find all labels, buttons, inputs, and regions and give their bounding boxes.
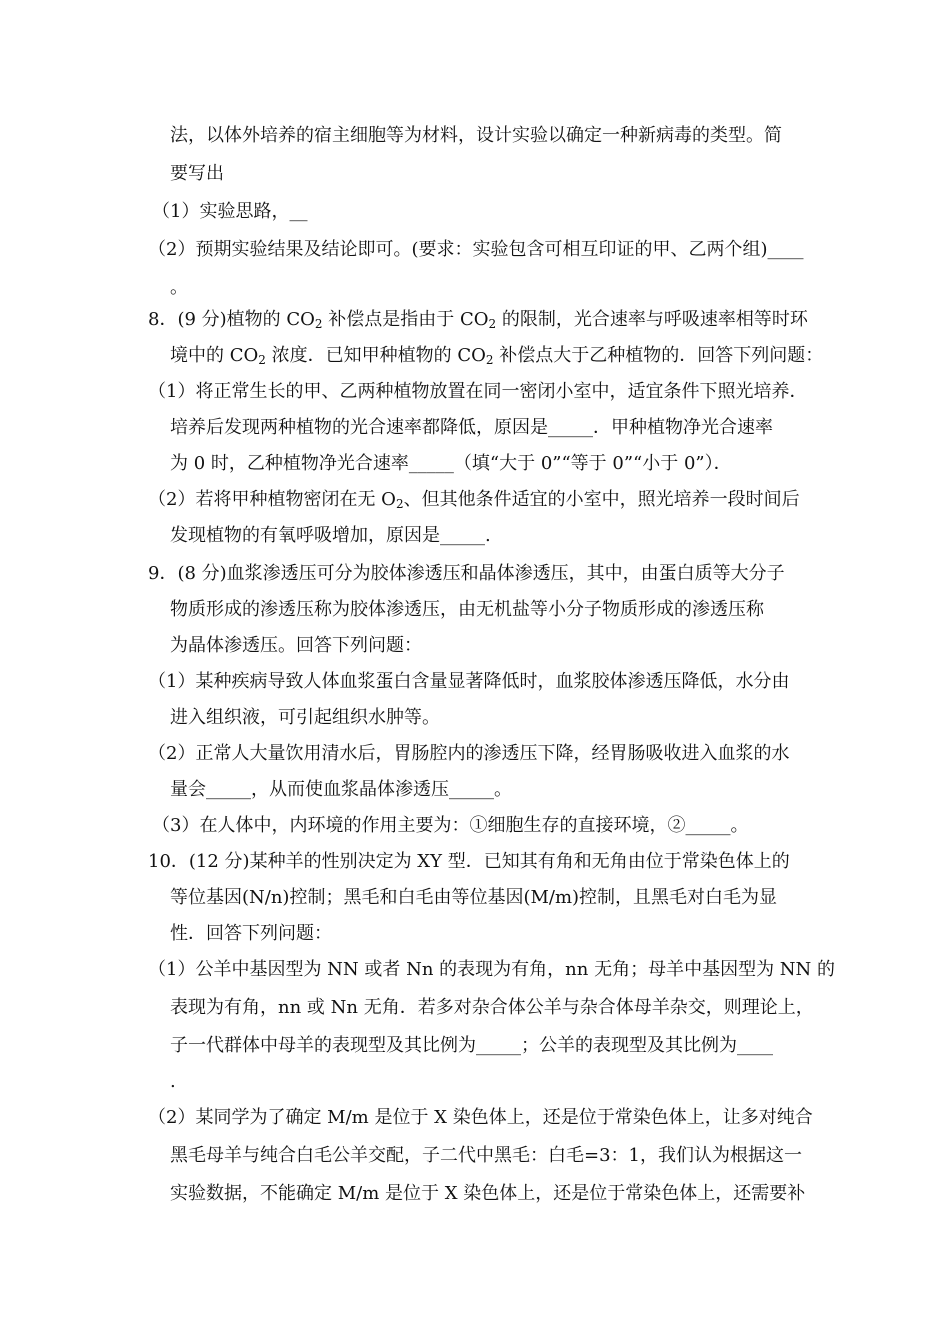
q10-part-1-line: 子一代群体中母羊的表现型及其比例为_____；公羊的表现型及其比例为____ bbox=[170, 1035, 773, 1056]
q7-part-2-end: 。 bbox=[170, 277, 188, 298]
q10-part-2-line: 黑毛母羊与纯合白毛公羊交配，子二代中黑毛：白毛=3：1，我们认为根据这一 bbox=[170, 1145, 802, 1166]
q8-part-1-line: 培养后发现两种植物的光合速率都降低，原因是_____．甲种植物净光合速率 bbox=[170, 417, 773, 438]
q8-part-1-line: 为 0 时，乙种植物净光合速率_____（填“大于 0”“等于 0”“小于 0”）． bbox=[170, 453, 732, 474]
q10-stem-line: 10．(12 分)某种羊的性别决定为 XY 型．已知其有角和无角由位于常染色体上的 bbox=[148, 851, 790, 872]
q8-part-1: （1）将正常生长的甲、乙两种植物放置在同一密闭小室中，适宜条件下照光培养． bbox=[148, 381, 808, 402]
q7-part-2: （2）预期实验结果及结论即可。(要求：实验包含可相互印证的甲、乙两个组)____ bbox=[148, 239, 804, 260]
q7-part-1: （1）实验思路，__ bbox=[152, 201, 308, 222]
q9-part-1-line: 进入组织液，可引起组织水肿等。 bbox=[170, 707, 440, 728]
q7-text-line: 法，以体外培养的宿主细胞等为材料，设计实验以确定一种新病毒的类型。简 bbox=[170, 125, 782, 146]
q9-part-2: （2）正常人大量饮用清水后，胃肠腔内的渗透压下降，经胃肠吸收进入血浆的水 bbox=[148, 743, 790, 764]
q10-stem-line: 性．回答下列问题： bbox=[170, 923, 332, 944]
q9-stem-line: 物质形成的渗透压称为胶体渗透压，由无机盐等小分子物质形成的渗透压称 bbox=[170, 599, 764, 620]
q8-stem-line: 境中的 $CO_2$ 浓度．已知甲种植物的 $CO_2$ 补偿点大于乙种植物的．回答下列问题： bbox=[170, 345, 824, 367]
q10-part-1-line: 表现为有角，nn 或 Nn 无角．若多对杂合体公羊与杂合体母羊杂交，则理论上， bbox=[170, 997, 814, 1018]
q9-stem-line: 9．(8 分)血浆渗透压可分为胶体渗透压和晶体渗透压，其中，由蛋白质等大分子 bbox=[148, 563, 785, 584]
q8-stem-line: 8．(9 分)植物的 $CO_2$ 补偿点是指由于 $CO_2$ 的限制，光合速率与呼吸速率相等时环 bbox=[148, 309, 808, 331]
q10-part-1-end: . bbox=[170, 1071, 176, 1092]
q7-text-line: 要写出 bbox=[170, 163, 224, 184]
q8-part-2-line: 发现植物的有氧呼吸增加，原因是_____. bbox=[170, 525, 491, 546]
q10-part-2: （2）某同学为了确定 M/m 是位于 X 染色体上，还是位于常染色体上，让多对纯合 bbox=[148, 1107, 813, 1128]
q10-part-1: （1）公羊中基因型为 NN 或者 Nn 的表现为有角，nn 无角；母羊中基因型为 NN 的 bbox=[148, 959, 836, 980]
q9-part-2-line: 量会_____，从而使血浆晶体渗透压_____。 bbox=[170, 779, 512, 800]
q9-stem-line: 为晶体渗透压。回答下列问题： bbox=[170, 635, 422, 656]
q9-part-3: （3）在人体中，内环境的作用主要为：①细胞生存的直接环境，②_____。 bbox=[152, 815, 749, 836]
q10-part-2-line: 实验数据，不能确定 M/m 是位于 X 染色体上，还是位于常染色体上，还需要补 bbox=[170, 1183, 806, 1204]
q10-stem-line: 等位基因(N/n)控制；黑毛和白毛由等位基因(M/m)控制，且黑毛对白毛为显 bbox=[170, 887, 778, 908]
q8-part-2: （2）若将甲种植物密闭在无 $O_2$、但其他条件适宜的小室中，照光培养一段时间后 bbox=[148, 489, 800, 511]
q9-part-1: （1）某种疾病导致人体血浆蛋白含量显著降低时，血浆胶体渗透压降低，水分由 bbox=[148, 671, 790, 692]
